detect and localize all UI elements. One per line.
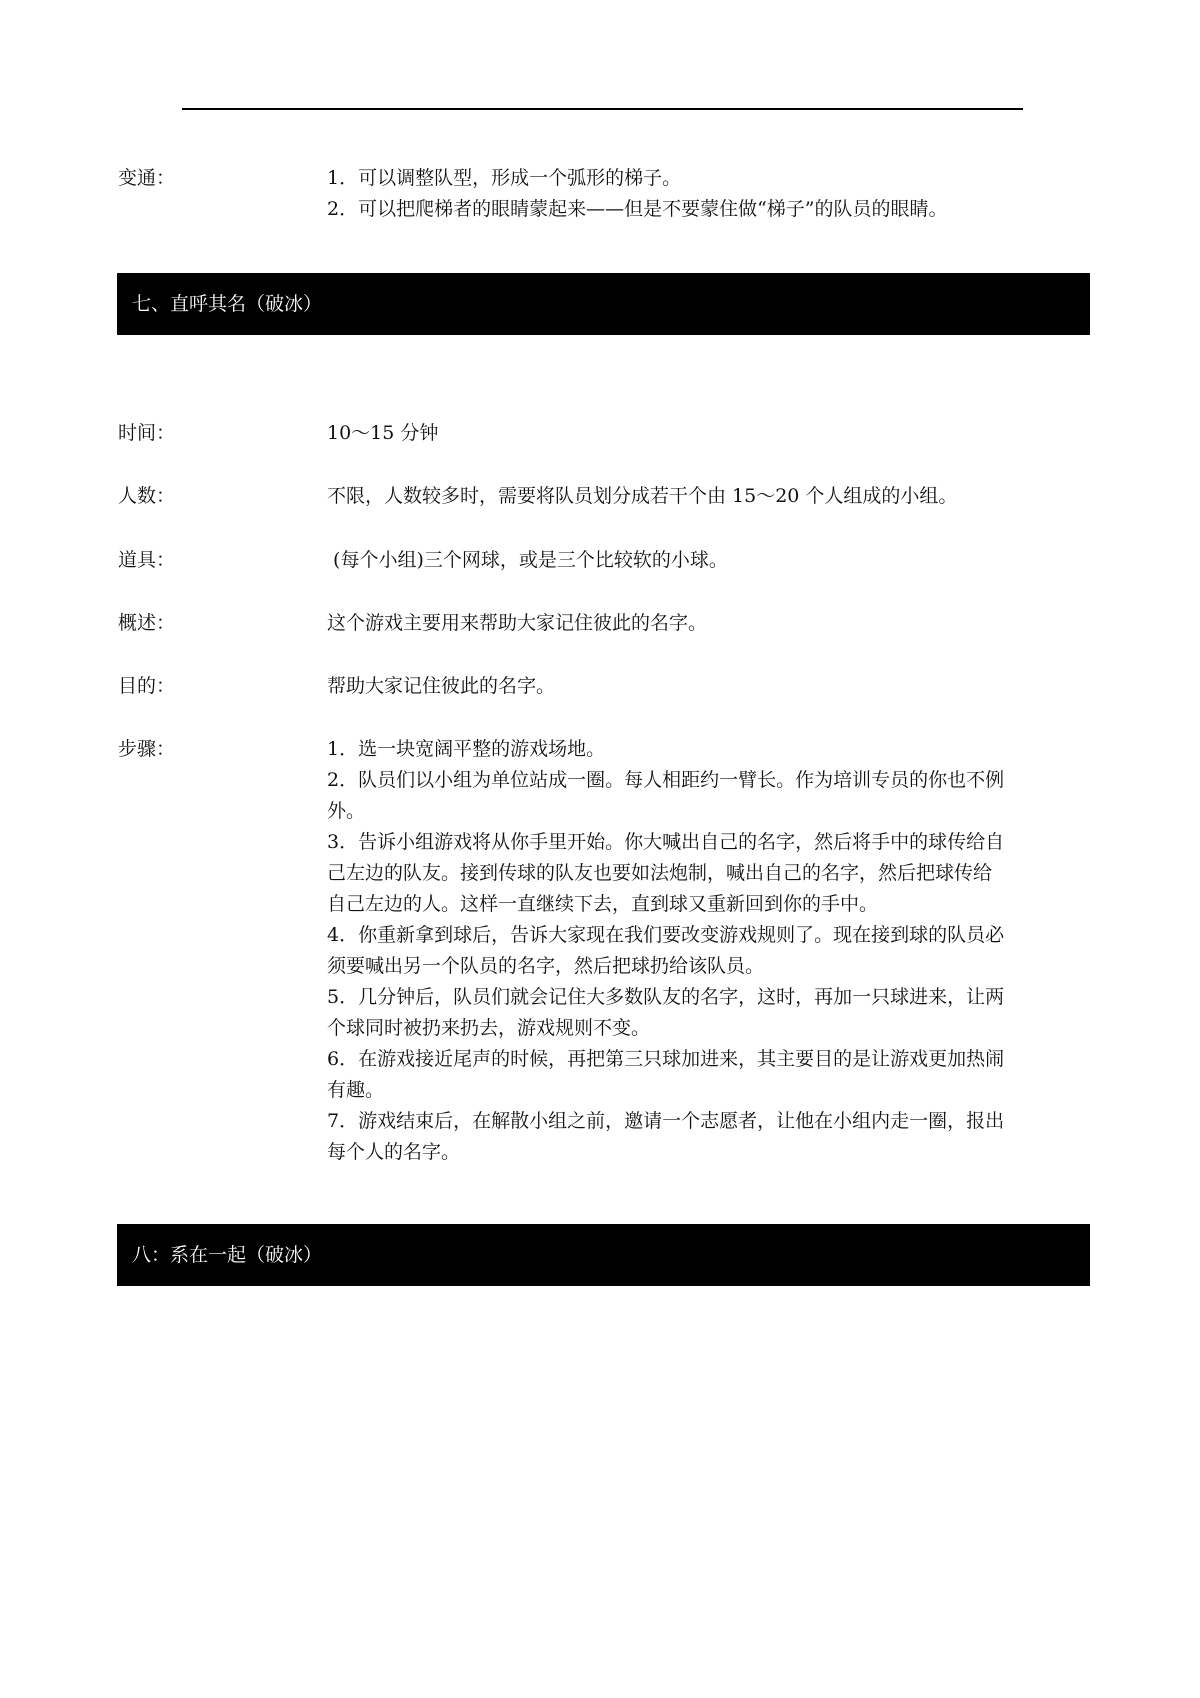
step-line: 4．你重新拿到球后，告诉大家现在我们要改变游戏规则了。现在接到球的队员必 xyxy=(327,924,1005,946)
section-7-title: 七、直呼其名（破冰） xyxy=(132,293,323,315)
step-line: 外。 xyxy=(327,800,366,822)
step-line: 2．队员们以小组为单位站成一圈。每人相距约一臂长。作为培训专员的你也不例 xyxy=(327,769,1005,791)
step-line: 有趣。 xyxy=(327,1079,385,1101)
step-line: 7．游戏结束后，在解散小组之前，邀请一个志愿者，让他在小组内走一圈，报出 xyxy=(327,1110,1005,1132)
people-value: 不限，人数较多时，需要将队员划分成若干个由 15～20 个人组成的小组。 xyxy=(327,485,958,507)
props-label: 道具： xyxy=(118,549,176,571)
section-8-heading xyxy=(117,1224,1090,1286)
header-rule xyxy=(182,108,1023,110)
step-line: 6．在游戏接近尾声的时候，再把第三只球加进来，其主要目的是让游戏更加热闹 xyxy=(327,1048,1005,1070)
time-label: 时间： xyxy=(118,422,176,444)
step-line: 个球同时被扔来扔去，游戏规则不变。 xyxy=(327,1017,651,1039)
step-line: 每个人的名字。 xyxy=(327,1141,461,1163)
step-line: 5．几分钟后，队员们就会记住大多数队友的名字，这时，再加一只球进来，让两 xyxy=(327,986,1005,1008)
variation-line-2: 2．可以把爬梯者的眼睛蒙起来——但是不要蒙住做“梯子”的队员的眼睛。 xyxy=(327,198,948,220)
step-line: 3．告诉小组游戏将从你手里开始。你大喊出自己的名字，然后将手中的球传给自 xyxy=(327,831,1005,853)
step-line: 须要喊出另一个队员的名字，然后把球扔给该队员。 xyxy=(327,955,765,977)
time-value: 10～15 分钟 xyxy=(327,422,439,444)
overview-value: 这个游戏主要用来帮助大家记住彼此的名字。 xyxy=(327,612,708,634)
variation-line-1: 1．可以调整队型，形成一个弧形的梯子。 xyxy=(327,167,682,189)
purpose-label: 目的： xyxy=(118,675,176,697)
variation-list xyxy=(327,163,1079,225)
people-label: 人数： xyxy=(118,485,176,507)
steps-list xyxy=(327,734,1079,1168)
section-8-title: 八：系在一起（破冰） xyxy=(132,1244,323,1266)
section-7-heading xyxy=(117,273,1090,335)
overview-label: 概述： xyxy=(118,612,176,634)
step-line: 己左边的队友。接到传球的队友也要如法炮制，喊出自己的名字，然后把球传给 xyxy=(327,862,993,884)
props-value: (每个小组)三个网球，或是三个比较软的小球。 xyxy=(327,549,728,571)
purpose-value: 帮助大家记住彼此的名字。 xyxy=(327,675,556,697)
step-line: 自己左边的人。这样一直继续下去，直到球又重新回到你的手中。 xyxy=(327,893,879,915)
step-line: 1．选一块宽阔平整的游戏场地。 xyxy=(327,738,606,760)
steps-label: 步骤： xyxy=(118,738,176,760)
variation-label: 变通： xyxy=(118,167,176,189)
